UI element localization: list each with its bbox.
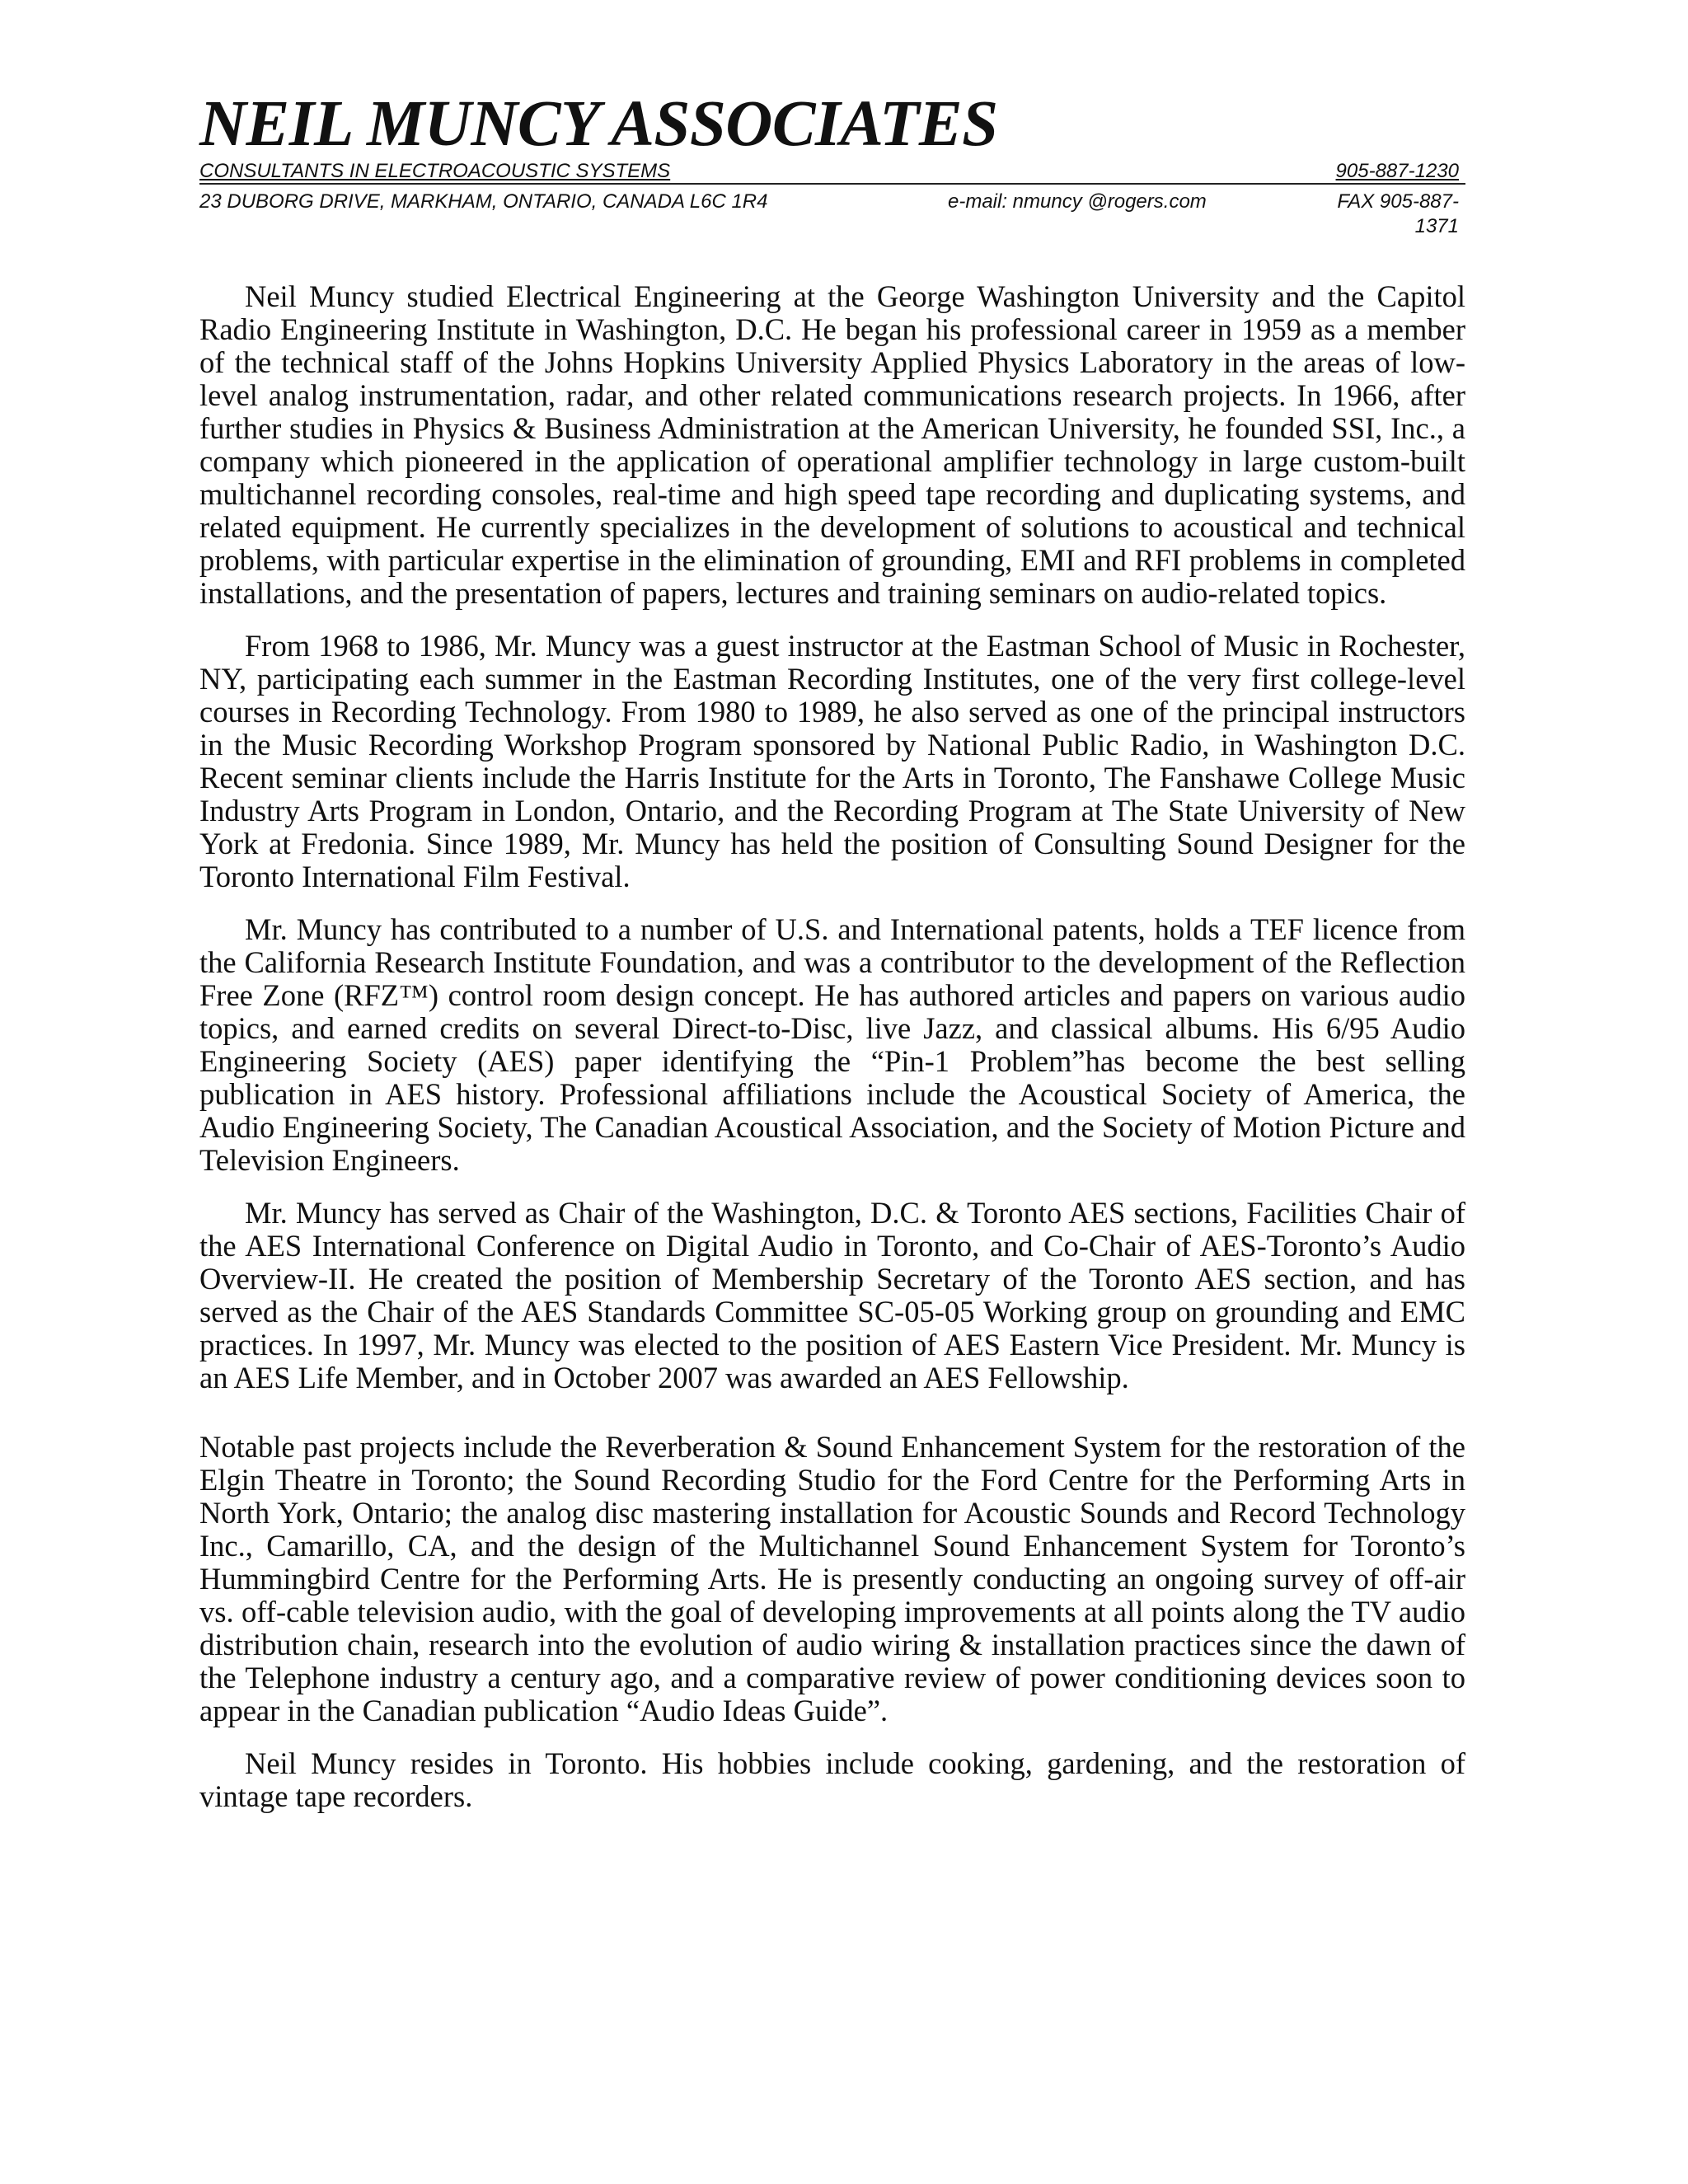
fax-number: FAX 905-887-1371 [1337,190,1459,237]
paragraph-education-career: Neil Muncy studied Electrical Engineering at the George Washington University and the Capitol Radio Engineering Institute in Washington, D.C. He began his professional career in 1959 as a member of the technical staff of the Johns Hopkins University Applied Physics Laboratory in the areas of low-level analog instrumentation, radar, and other related communications research projects. In 1966, after further studies in Physics & Business Administration at the American University, he founded SSI, Inc., a company which pioneered in the application of operational amplifier technology in large custom-built multichannel recording consoles, real-time and high speed tape recording and duplicating systems, and related equipment. He currently specializes in the development of solutions to acoustical and technical problems, with particular expertise in the elimination of grounding, EMI and RFI problems in completed installations, and the presentation of papers, lectures and training seminars on audio-related topics. [199,279,1465,610]
paragraph-projects: Notable past projects include the Reverberation & Sound Enhancement System for the restoration of the Elgin Theatre in Toronto; the Sound Recording Studio for the Ford Centre for the Performing Arts in North York, Ontario; the analog disc mastering installation for Acoustic Sounds and Record Technology Inc., Camarillo, CA, and the design of the Multichannel Sound Enhancement System for Toronto’s Hummingbird Centre for the Performing Arts. He is presently conducting an ongoing survey of off-air vs. off-cable television audio, with the goal of developing improvements at all points along the TV audio distribution chain, research into the evolution of audio wiring & installation practices since the dawn of the Telephone industry a century ago, and a comparative review of power conditioning devices soon to appear in the Canadian publication “Audio Ideas Guide”. [199,1430,1465,1727]
paragraph-teaching: From 1968 to 1986, Mr. Muncy was a guest instructor at the Eastman School of Music in Rochester, NY, participating each summer in the Eastman Recording Institutes, one of the very first college-level courses in Recording Technology. From 1980 to 1989, he also served as one of the principal instructors in the Music Recording Workshop Program sponsored by National Public Radio, in Washington D.C. Recent seminar clients include the Harris Institute for the Arts in Toronto, The Fanshawe College Music Industry Arts Program in London, Ontario, and the Recording Program at The State University of New York at Fredonia. Since 1989, Mr. Muncy has held the position of Consulting Sound Designer for the Toronto International Film Festival. [199,629,1465,893]
paragraph-personal: Neil Muncy resides in Toronto. His hobbies include cooking, gardening, and the restoration of vintage tape recorders. [199,1746,1465,1813]
paragraph-patents-publications: Mr. Muncy has contributed to a number of U.S. and International patents, holds a TEF licence from the California Research Institute Foundation, and was a contributor to the development of the Reflection Free Zone (RFZ™) control room design concept. He has authored articles and papers on various audio topics, and earned credits on several Direct-to-Disc, live Jazz, and classical albums. His 6/95 Audio Engineering Society (AES) paper identifying the “Pin-1 Problem”has become the best selling publication in AES history. Professional affiliations include the Acoustical Society of America, the Audio Engineering Society, The Canadian Acoustical Association, and the Society of Motion Picture and Television Engineers. [199,912,1465,1177]
biography-text [199,280,1465,1813]
letterhead [199,88,1465,239]
street-address: 23 DUBORG DRIVE, MARKHAM, ONTARIO, CANADA L6C 1R4 [199,190,768,213]
phone-number: 905-887-1230 [1335,160,1459,182]
paragraph-aes-service: Mr. Muncy has served as Chair of the Washington, D.C. & Toronto AES sections, Facilities Chair of the AES International Conference on Digital Audio in Toronto, and Co-Chair of AES-Toronto’s Audio Overview-II. He created the position of Membership Secretary of the Toronto AES section, and has served as the Chair of the AES Standards Committee SC-05-05 Working group on grounding and EMC practices. In 1997, Mr. Muncy was elected to the position of AES Eastern Vice President. Mr. Muncy is an AES Life Member, and in October 2007 was awarded an AES Fellowship. [199,1196,1465,1394]
tagline-row [199,160,1465,185]
company-name: NEIL MUNCY ASSOCIATES [199,88,998,160]
email-address: e-mail: nmuncy @rogers.com [948,190,1207,213]
company-tagline: CONSULTANTS IN ELECTROACOUSTIC SYSTEMS [199,160,671,182]
document-page [199,88,1465,1833]
contact-row [199,190,1465,239]
